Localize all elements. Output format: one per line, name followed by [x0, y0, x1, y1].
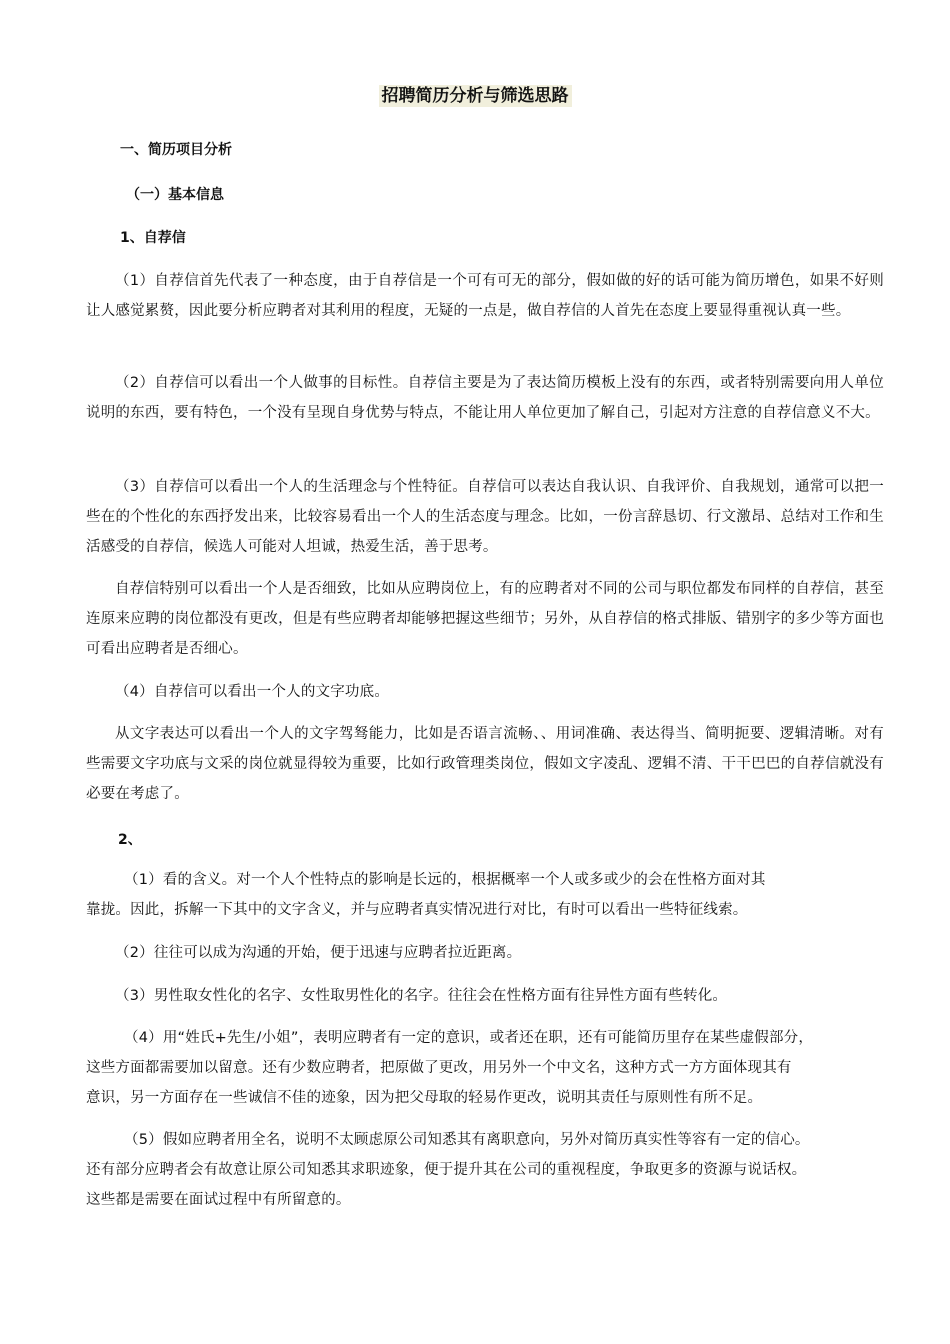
- document-title-wrap: [0, 84, 950, 108]
- paragraph: [86, 865, 884, 925]
- paragraph-line: 这些方面都需要加以留意。还有少数应聘者，把原做了更改，用另外一个中文名，这种方式一方方面体现其有: [86, 1060, 792, 1076]
- paragraph: [86, 1023, 884, 1113]
- item-heading: 2、: [118, 832, 142, 848]
- paragraph-line: 还有部分应聘者会有故意让原公司知悉其求职迹象，便于提升其在公司的重视程度，争取更多的资源与说话权。: [86, 1162, 807, 1178]
- subsection-heading: （一）基本信息: [126, 187, 224, 203]
- paragraph: （2）自荐信可以看出一个人做事的目标性。自荐信主要是为了表达简历模板上没有的东西，或者特别需要向用人单位说明的东西，要有特色，一个没有呈现自身优势与特点，不能让用人单位更加了解自己，引起对方注意的自荐信意义不大。: [86, 375, 884, 421]
- paragraph-line: 这些都是需要在面试过程中有所留意的。: [86, 1192, 351, 1208]
- paragraph: （3）男性取女性化的名字、女性取男性化的名字。往往会在性格方面有往异性方面有些转化。: [115, 988, 728, 1004]
- paragraph: [86, 1125, 884, 1215]
- item-heading: 1、自荐信: [120, 230, 186, 246]
- paragraph: （2）往往可以成为沟通的开始，便于迅速与应聘者拉近距离。: [115, 945, 522, 961]
- paragraph-line: （1）看的含义。对一个人个性特点的影响是长远的，根据概率一个人或多或少的会在性格方面对其: [124, 872, 766, 888]
- paragraph-line: （4）用“姓氏+先生/小姐”，表明应聘者有一定的意识，或者还在职，还有可能简历里存在某些虚假部分，: [124, 1030, 814, 1046]
- paragraph: （4）自荐信可以看出一个人的文字功底。: [115, 684, 390, 700]
- paragraph: 从文字表达可以看出一个人的文字驾驽能力，比如是否语言流畅、、用词准确、表达得当、简明扼要、逻辑清晰。对有些需要文字功底与文采的岗位就显得较为重要，比如行政管理类岗位，假如文字凌乱、逻辑不清、干干巴巴的自荐信就没有必要在考虑了。: [86, 726, 884, 802]
- paragraph: （1）自荐信首先代表了一种态度，由于自荐信是一个可有可无的部分，假如做的好的话可能为简历增色，如果不好则让人感觉累赘，因此要分析应聘者对其利用的程度，无疑的一点是，做自荐信的人首先在态度上要显得重视认真一些。: [86, 273, 884, 319]
- paragraph-line: （5）假如应聘者用全名，说明不太顾虑原公司知悉其有离职意向，另外对简历真实性等容有一定的信心。: [124, 1132, 810, 1148]
- paragraph-line: 意识，另一方面存在一些诚信不佳的迹象，因为把父母取的轻易作更改，说明其责任与原则性有所不足。: [86, 1090, 763, 1106]
- paragraph: 自荐信特别可以看出一个人是否细致，比如从应聘岗位上，有的应聘者对不同的公司与职位都发布同样的自荐信，甚至连原来应聘的岗位都没有更改，但是有些应聘者却能够把握这些细节；另外，从自荐信的格式排版、错别字的多少等方面也可看出应聘者是否细心。: [86, 581, 884, 657]
- section-heading: 一、简历项目分析: [120, 142, 232, 158]
- document-title: 招聘简历分析与筛选思路: [379, 85, 572, 107]
- paragraph-line: 靠拢。因此，拆解一下其中的文字含义，并与应聘者真实情况进行对比，有时可以看出一些特征线索。: [86, 902, 748, 918]
- paragraph: （3）自荐信可以看出一个人的生活理念与个性特征。自荐信可以表达自我认识、自我评价、自我规划，通常可以把一些在的个性化的东西抒发出来，比较容易看出一个人的生活态度与理念。比如，一份言辞恳切、行文激昂、总结对工作和生活感受的自荐信，候选人可能对人坦诚，热爱生活，善于思考。: [86, 479, 884, 555]
